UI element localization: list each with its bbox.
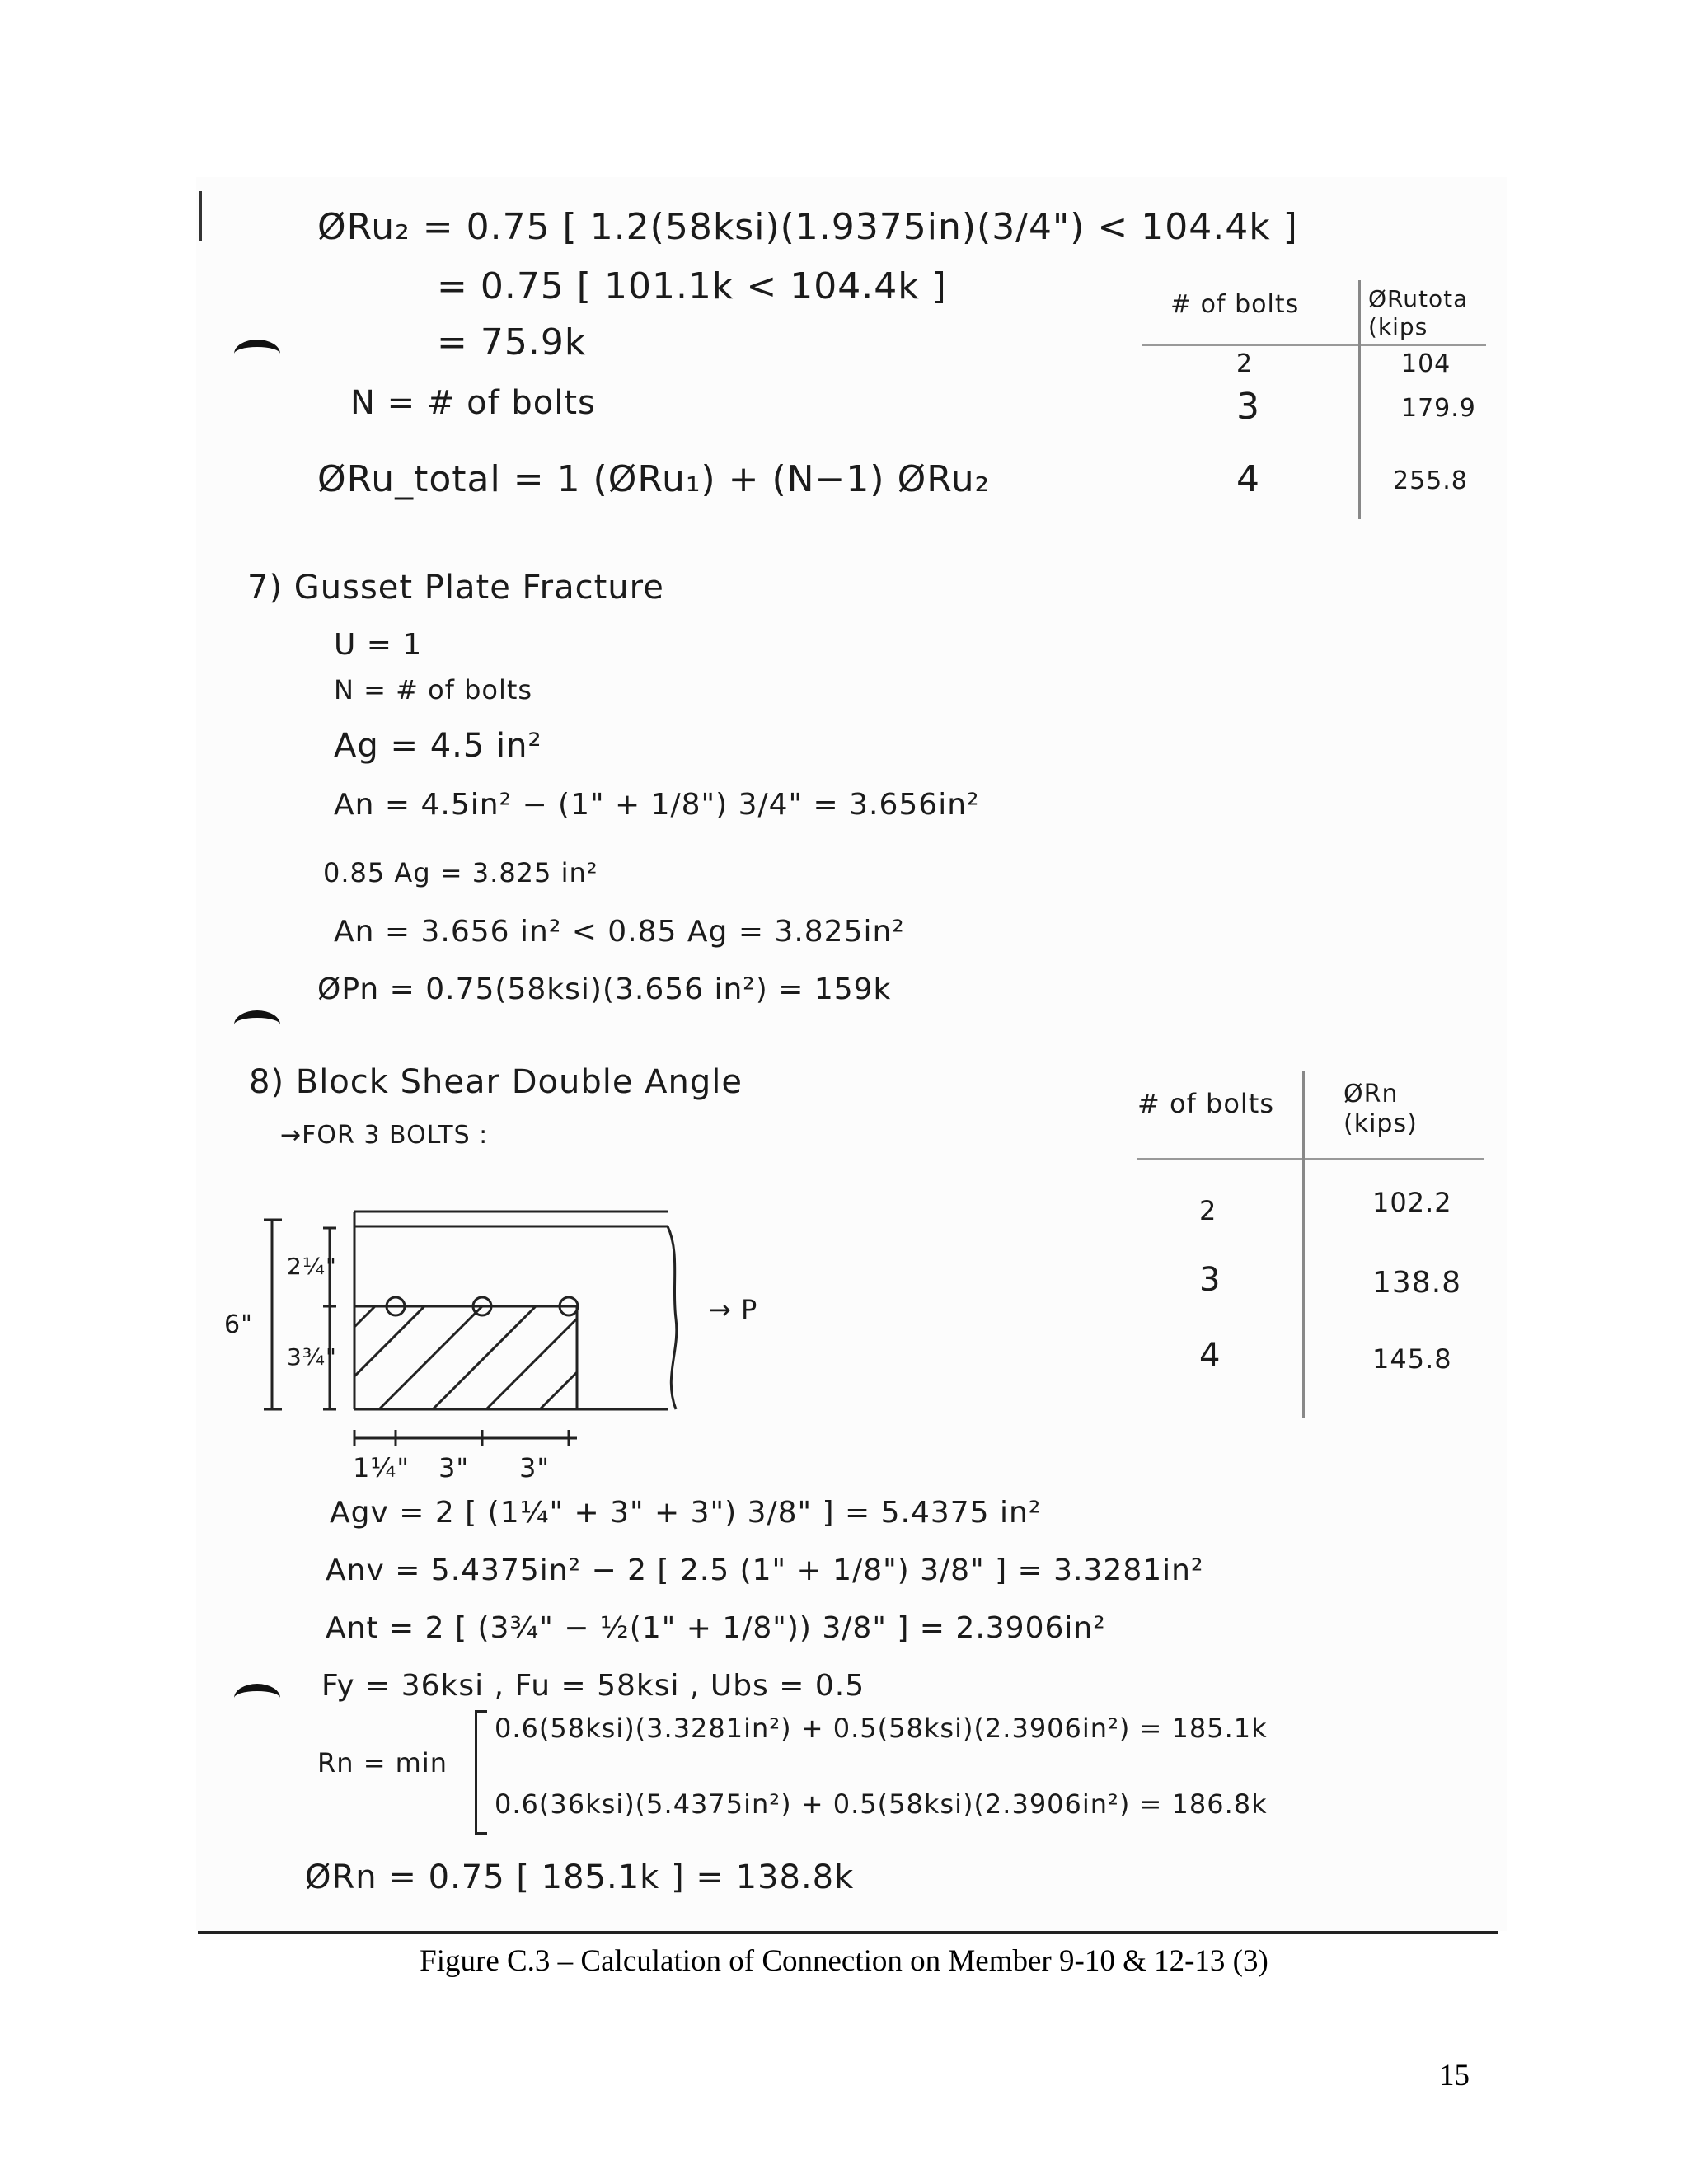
table2-header-rule bbox=[1137, 1158, 1484, 1160]
table2-row-bolts: 3 bbox=[1199, 1261, 1221, 1299]
section7-phi-pn: ØPn = 0.75(58ksi)(3.656 in²) = 159k bbox=[317, 972, 892, 1006]
dim-3-3-4: 3¾" bbox=[287, 1343, 337, 1371]
table2-row-bolts: 4 bbox=[1199, 1337, 1221, 1375]
section8-sub: →FOR 3 BOLTS : bbox=[280, 1121, 489, 1150]
table1-row-bolts: 2 bbox=[1236, 349, 1254, 378]
eq-phi-rn2-step: = 0.75 [ 101.1k < 104.4k ] bbox=[437, 265, 947, 307]
table1-row-bolts: 4 bbox=[1236, 458, 1260, 500]
section7-u: U = 1 bbox=[334, 628, 423, 662]
table2-divider bbox=[1302, 1071, 1305, 1418]
dim-2-1-4: 2¼" bbox=[287, 1253, 337, 1280]
eq-anv: Anv = 5.4375in² − 2 [ 2.5 (1" + 1/8") 3/8" ] = 3.3281in² bbox=[326, 1554, 1204, 1587]
section7-an: An = 4.5in² − (1" + 1/8") 3/4" = 3.656in² bbox=[334, 788, 980, 822]
section7-ag: Ag = 4.5 in² bbox=[334, 727, 542, 765]
scan-left-edge bbox=[199, 191, 202, 241]
table2-row-bolts: 2 bbox=[1199, 1195, 1217, 1226]
table1-header-rule bbox=[1142, 344, 1486, 346]
punch-hole bbox=[234, 340, 280, 368]
section7-n: N = # of bolts bbox=[334, 674, 533, 705]
scanned-page bbox=[196, 177, 1507, 1931]
table2-row-value: 138.8 bbox=[1372, 1266, 1462, 1300]
table1-row-bolts: 3 bbox=[1236, 386, 1260, 428]
dim-x1: 1¼" bbox=[353, 1452, 410, 1483]
eq-rn2: 0.6(36ksi)(5.4375in²) + 0.5(58ksi)(2.3906in²) = 186.8k bbox=[495, 1788, 1268, 1820]
section7-compare: An = 3.656 in² < 0.85 Ag = 3.825in² bbox=[334, 915, 905, 949]
table1-header-value: ØRutota (kips bbox=[1368, 285, 1469, 340]
section7-085ag: 0.85 Ag = 3.825 in² bbox=[323, 857, 598, 888]
eq-props: Fy = 36ksi , Fu = 58ksi , Ubs = 0.5 bbox=[321, 1669, 865, 1703]
eq-rn1: 0.6(58ksi)(3.3281in²) + 0.5(58ksi)(2.3906in²) = 185.1k bbox=[495, 1713, 1268, 1744]
table1-row-value: 255.8 bbox=[1393, 466, 1468, 495]
load-arrow: → P bbox=[709, 1294, 758, 1325]
table1-header-bolts: # of bolts bbox=[1170, 290, 1300, 319]
eq-ant: Ant = 2 [ (3¾" − ½(1" + 1/8")) 3/8" ] = 2.3906in² bbox=[326, 1611, 1106, 1645]
block-shear-sketch bbox=[247, 1203, 709, 1467]
min-brace bbox=[475, 1710, 487, 1835]
eq-phi-rn-total: ØRu_total = 1 (ØRu₁) + (N−1) ØRu₂ bbox=[317, 458, 991, 500]
eq-phi-rn2: ØRu₂ = 0.75 [ 1.2(58ksi)(1.9375in)(3/4") < 104.4k ] bbox=[317, 206, 1298, 248]
table2-row-value: 102.2 bbox=[1372, 1187, 1452, 1218]
section7-heading: 7) Gusset Plate Fracture bbox=[247, 569, 664, 607]
punch-hole bbox=[234, 1010, 280, 1039]
table1-divider bbox=[1358, 280, 1361, 519]
page-number: 15 bbox=[1439, 2059, 1470, 2093]
punch-hole bbox=[234, 1684, 280, 1713]
eq-agv: Agv = 2 [ (1¼" + 3" + 3") 3/8" ] = 5.4375 in² bbox=[330, 1496, 1042, 1530]
section8-heading: 8) Block Shear Double Angle bbox=[249, 1063, 743, 1101]
figure-caption: Figure C.3 – Calculation of Connection on Member 9-10 & 12-13 (3) bbox=[420, 1944, 1268, 1978]
table2-header-value: ØRn (kips) bbox=[1343, 1080, 1418, 1138]
eq-rn-label: Rn = min bbox=[317, 1747, 448, 1779]
table2-row-value: 145.8 bbox=[1372, 1343, 1452, 1375]
table2-header-bolts: # of bolts bbox=[1137, 1088, 1274, 1119]
dim-x2: 3" bbox=[438, 1452, 470, 1483]
def-n: N = # of bolts bbox=[350, 384, 596, 422]
dim-6in: 6" bbox=[224, 1310, 253, 1339]
dim-x3: 3" bbox=[519, 1452, 551, 1483]
table1-row-value: 104 bbox=[1401, 349, 1451, 378]
figure-rule bbox=[198, 1931, 1498, 1934]
eq-phi-rn-result: ØRn = 0.75 [ 185.1k ] = 138.8k bbox=[305, 1858, 855, 1896]
eq-phi-rn2-result: = 75.9k bbox=[437, 321, 587, 363]
table1-row-value: 179.9 bbox=[1401, 394, 1476, 423]
